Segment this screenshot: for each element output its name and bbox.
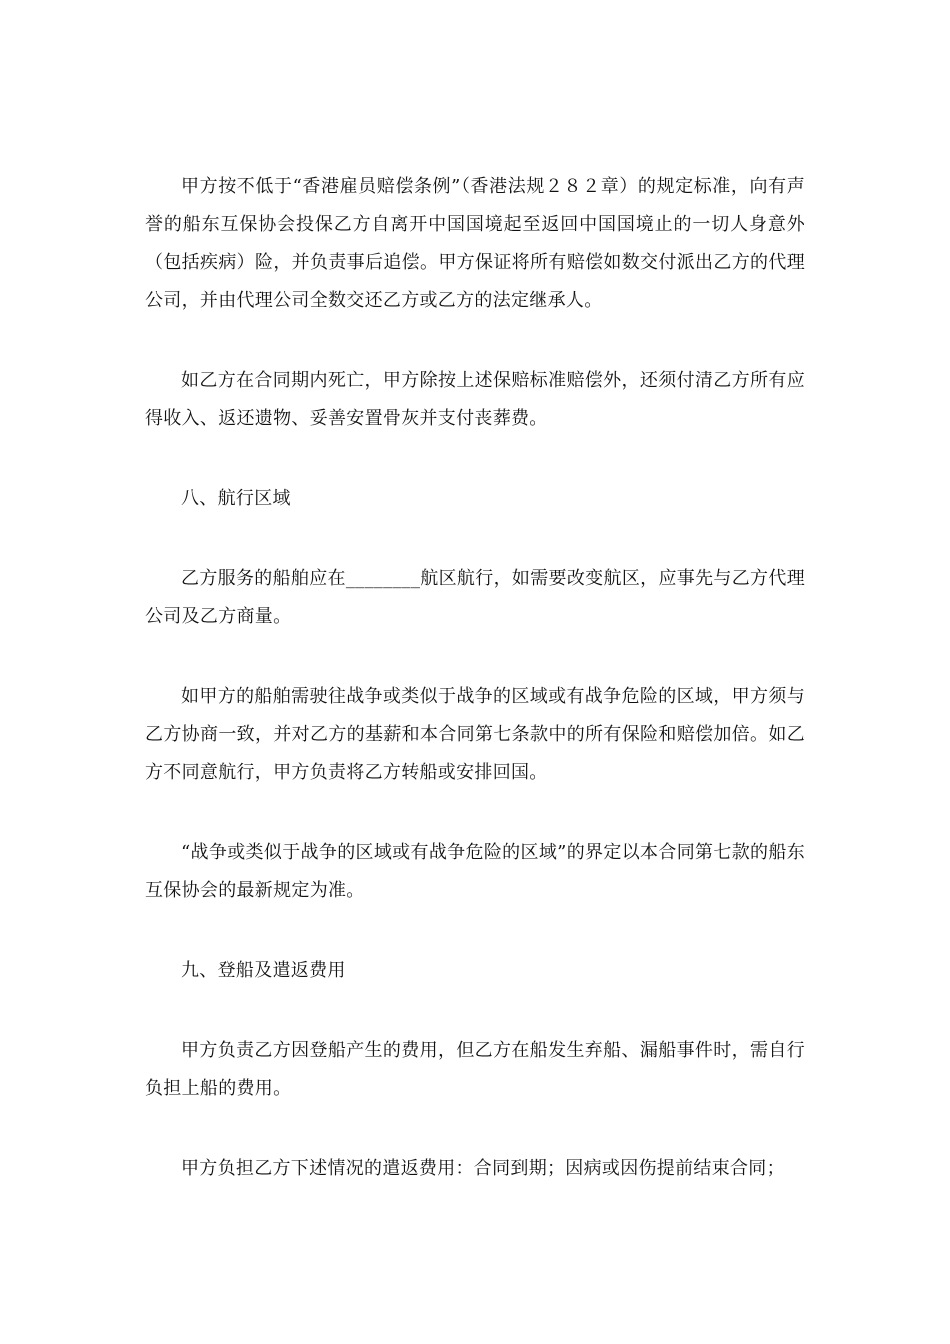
section-heading-boarding-repatriation: 九、登船及遣返费用	[181, 960, 346, 981]
paragraph-insurance-standard: 甲方按不低于“香港雇员赔偿条例”（香港法规２８２章）的规定标准，向有声誉的船东互保协会投保乙方自离开中国国境起至返回中国国境止的一切人身意外（包括疾病）险，并负责事后追偿。甲方保证将所有赔偿如数交付派出乙方的代理公司，并由代理公司全数交还乙方或乙方的法定继承人。	[145, 176, 805, 311]
paragraph-death-compensation: 如乙方在合同期内死亡，甲方除按上述保赔标准赔偿外，还须付清乙方所有应得收入、返还遗物、妥善安置骨灰并支付丧葬费。	[145, 370, 805, 429]
paragraph-navigation-area: 乙方服务的船舶应在________航区航行，如需要改变航区，应事先与乙方代理公司及乙方商量。	[145, 568, 805, 627]
paragraph-repatriation-costs: 甲方负担乙方下述情况的遣返费用：合同到期；因病或因伤提前结束合同；	[181, 1158, 785, 1179]
paragraph-boarding-costs: 甲方负责乙方因登船产生的费用，但乙方在船发生弃船、漏船事件时，需自行负担上船的费用。	[145, 1040, 805, 1099]
paragraph-war-zone: 如甲方的船舶需驶往战争或类似于战争的区域或有战争危险的区域，甲方须与乙方协商一致，并对乙方的基薪和本合同第七条款中的所有保险和赔偿加倍。如乙方不同意航行，甲方负责将乙方转船或安排回国。	[145, 686, 805, 783]
section-heading-navigation-area: 八、航行区域	[181, 488, 291, 509]
document-body	[145, 168, 805, 1230]
paragraph-war-zone-definition: “战争或类似于战争的区域或有战争危险的区域”的界定以本合同第七款的船东互保协会的最新规定为准。	[145, 842, 805, 901]
